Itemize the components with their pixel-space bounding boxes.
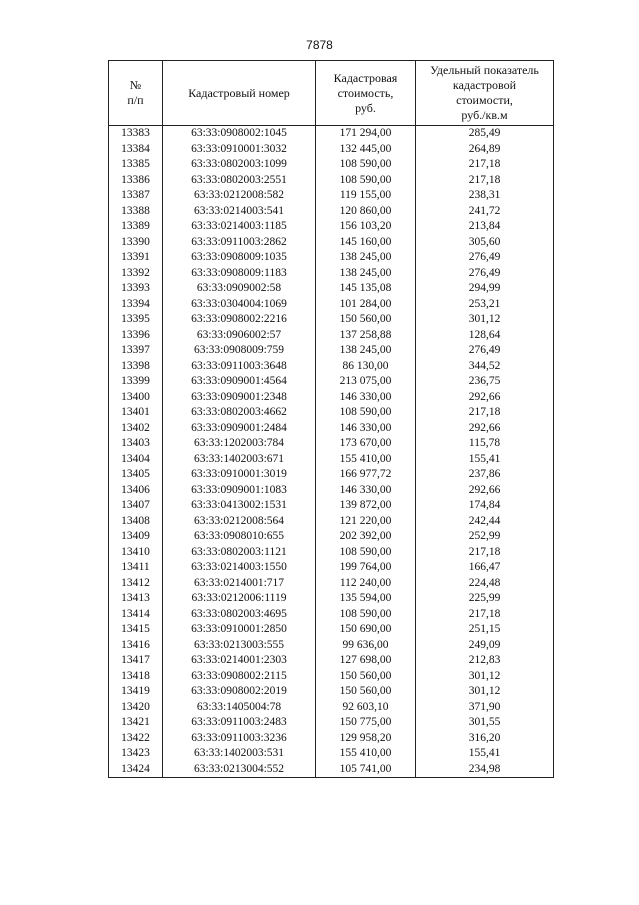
specific-value-cell: 155,41 [416, 452, 554, 468]
table-row [109, 343, 554, 359]
row-number-cell: 13393 [109, 281, 163, 297]
cadastral-value-cell: 105 741,00 [316, 762, 416, 778]
row-number-cell: 13401 [109, 405, 163, 421]
header-cadastral-number [163, 61, 316, 126]
specific-value-cell: 301,12 [416, 684, 554, 700]
table-row [109, 250, 554, 266]
row-number-cell: 13387 [109, 188, 163, 204]
cadastral-number-cell: 63:33:0214003:541 [163, 204, 316, 220]
specific-value-cell: 217,18 [416, 173, 554, 189]
specific-value-cell: 217,18 [416, 607, 554, 623]
table-row [109, 359, 554, 375]
table-row [109, 452, 554, 468]
table-row [109, 390, 554, 406]
cadastral-number-cell: 63:33:0802003:1121 [163, 545, 316, 561]
table-row [109, 421, 554, 437]
header-value-line3: руб. [355, 100, 376, 115]
specific-value-cell: 238,31 [416, 188, 554, 204]
table-row [109, 669, 554, 685]
cadastral-number-cell: 63:33:0908002:1045 [163, 126, 316, 142]
cadastral-number-cell: 63:33:0214001:717 [163, 576, 316, 592]
row-number-cell: 13388 [109, 204, 163, 220]
row-number-cell: 13385 [109, 157, 163, 173]
cadastral-value-cell: 108 590,00 [316, 607, 416, 623]
cadastral-value-cell: 108 590,00 [316, 173, 416, 189]
specific-value-cell: 234,98 [416, 762, 554, 778]
cadastral-value-cell: 213 075,00 [316, 374, 416, 390]
cadastral-number-cell: 63:33:1202003:784 [163, 436, 316, 452]
cadastral-number-cell: 63:33:0908002:2115 [163, 669, 316, 685]
specific-value-cell: 155,41 [416, 746, 554, 762]
specific-value-cell: 316,20 [416, 731, 554, 747]
row-number-cell: 13389 [109, 219, 163, 235]
row-number-cell: 13407 [109, 498, 163, 514]
row-number-cell: 13412 [109, 576, 163, 592]
row-number-cell: 13399 [109, 374, 163, 390]
page-number: 7878 [306, 38, 333, 52]
specific-value-cell: 253,21 [416, 297, 554, 313]
specific-value-cell: 301,12 [416, 312, 554, 328]
specific-value-cell: 225,99 [416, 591, 554, 607]
table-row [109, 436, 554, 452]
cadastral-number-cell: 63:33:0908009:759 [163, 343, 316, 359]
header-specific-line4: руб./кв.м [461, 108, 508, 122]
row-number-cell: 13398 [109, 359, 163, 375]
cadastral-number-cell: 63:33:0910001:2850 [163, 622, 316, 638]
table-row [109, 173, 554, 189]
cadastral-value-cell: 120 860,00 [316, 204, 416, 220]
table-body [109, 126, 554, 778]
row-number-cell: 13404 [109, 452, 163, 468]
cadastral-number-cell: 63:33:0910001:3019 [163, 467, 316, 483]
cadastral-number-cell: 63:33:0802003:4695 [163, 607, 316, 623]
specific-value-cell: 276,49 [416, 266, 554, 282]
cadastral-value-cell: 108 590,00 [316, 545, 416, 561]
cadastral-number-cell: 63:33:0802003:2551 [163, 173, 316, 189]
cadastral-value-cell: 146 330,00 [316, 483, 416, 499]
cadastral-value-cell: 132 445,00 [316, 142, 416, 158]
row-number-cell: 13405 [109, 467, 163, 483]
header-specific-line2: кадастровой [452, 78, 517, 92]
specific-value-cell: 301,12 [416, 669, 554, 685]
row-number-cell: 13396 [109, 328, 163, 344]
specific-value-cell: 224,48 [416, 576, 554, 592]
cadastral-value-cell: 155 410,00 [316, 452, 416, 468]
row-number-cell: 13406 [109, 483, 163, 499]
row-number-cell: 13419 [109, 684, 163, 700]
row-number-cell: 13409 [109, 529, 163, 545]
cadastral-value-cell: 99 636,00 [316, 638, 416, 654]
cadastral-number-cell: 63:33:0910001:3032 [163, 142, 316, 158]
cadastral-value-cell: 173 670,00 [316, 436, 416, 452]
cadastral-number-cell: 63:33:0908009:1183 [163, 266, 316, 282]
row-number-cell: 13421 [109, 715, 163, 731]
table-row [109, 219, 554, 235]
specific-value-cell: 212,83 [416, 653, 554, 669]
header-specific-line3: стоимости, [456, 93, 513, 107]
table-row [109, 715, 554, 731]
table-row [109, 514, 554, 530]
cadastral-value-cell: 138 245,00 [316, 343, 416, 359]
cadastral-value-cell: 127 698,00 [316, 653, 416, 669]
table-row [109, 142, 554, 158]
table-row [109, 405, 554, 421]
cadastral-value-cell: 166 977,72 [316, 467, 416, 483]
header-num-line1: № [129, 78, 142, 92]
cadastral-value-cell: 146 330,00 [316, 390, 416, 406]
cadastral-number-cell: 63:33:0212008:582 [163, 188, 316, 204]
row-number-cell: 13418 [109, 669, 163, 685]
cadastral-number-cell: 63:33:0909001:2348 [163, 390, 316, 406]
cadastral-value-cell: 202 392,00 [316, 529, 416, 545]
cadastral-number-cell: 63:33:0213003:555 [163, 638, 316, 654]
cadastral-value-cell: 112 240,00 [316, 576, 416, 592]
cadastral-number-cell: 63:33:0911003:3236 [163, 731, 316, 747]
table-row [109, 328, 554, 344]
cadastral-number-cell: 63:33:0911003:2862 [163, 235, 316, 251]
table-row [109, 607, 554, 623]
table-row [109, 157, 554, 173]
row-number-cell: 13384 [109, 142, 163, 158]
row-number-cell: 13416 [109, 638, 163, 654]
cadastral-value-cell: 129 958,20 [316, 731, 416, 747]
cadastral-value-cell: 156 103,20 [316, 219, 416, 235]
row-number-cell: 13403 [109, 436, 163, 452]
table-row [109, 700, 554, 716]
row-number-cell: 13391 [109, 250, 163, 266]
header-row-number [109, 61, 163, 126]
specific-value-cell: 252,99 [416, 529, 554, 545]
cadastral-value-cell: 145 135,08 [316, 281, 416, 297]
specific-value-cell: 237,86 [416, 467, 554, 483]
cadastral-value-cell: 150 560,00 [316, 312, 416, 328]
header-value-line2: стоимость, [337, 85, 394, 100]
cadastral-value-cell: 101 284,00 [316, 297, 416, 313]
cadastral-value-cell: 138 245,00 [316, 266, 416, 282]
cadastral-value-table [108, 60, 554, 778]
specific-value-cell: 166,47 [416, 560, 554, 576]
row-number-cell: 13410 [109, 545, 163, 561]
table-row [109, 762, 554, 778]
specific-value-cell: 217,18 [416, 405, 554, 421]
table-row [109, 560, 554, 576]
header-specific-line1: Удельный показатель [430, 63, 539, 77]
cadastral-number-cell: 63:33:0911003:3648 [163, 359, 316, 375]
table-row [109, 545, 554, 561]
header-specific-value [416, 61, 554, 126]
table-row [109, 746, 554, 762]
table-row [109, 297, 554, 313]
cadastral-number-cell: 63:33:0214003:1550 [163, 560, 316, 576]
cadastral-value-cell: 150 690,00 [316, 622, 416, 638]
cadastral-value-cell: 145 160,00 [316, 235, 416, 251]
specific-value-cell: 249,09 [416, 638, 554, 654]
row-number-cell: 13411 [109, 560, 163, 576]
cadastral-value-cell: 135 594,00 [316, 591, 416, 607]
table-row [109, 731, 554, 747]
cadastral-number-cell: 63:33:0909001:1083 [163, 483, 316, 499]
specific-value-cell: 344,52 [416, 359, 554, 375]
cadastral-value-cell: 155 410,00 [316, 746, 416, 762]
specific-value-cell: 264,89 [416, 142, 554, 158]
cadastral-value-cell: 199 764,00 [316, 560, 416, 576]
cadastral-number-cell: 63:33:1405004:78 [163, 700, 316, 716]
cadastral-number-cell: 63:33:0908009:1035 [163, 250, 316, 266]
cadastral-value-cell: 139 872,00 [316, 498, 416, 514]
cadastral-value-cell: 171 294,00 [316, 126, 416, 142]
row-number-cell: 13424 [109, 762, 163, 778]
cadastral-value-cell: 92 603,10 [316, 700, 416, 716]
table-row [109, 126, 554, 142]
cadastral-value-cell: 146 330,00 [316, 421, 416, 437]
row-number-cell: 13392 [109, 266, 163, 282]
specific-value-cell: 285,49 [416, 126, 554, 142]
cadastral-number-cell: 63:33:0214001:2303 [163, 653, 316, 669]
header-num-line2: п/п [127, 93, 144, 107]
cadastral-number-cell: 63:33:0911003:2483 [163, 715, 316, 731]
table-header-row [109, 61, 554, 126]
specific-value-cell: 236,75 [416, 374, 554, 390]
specific-value-cell: 294,99 [416, 281, 554, 297]
row-number-cell: 13413 [109, 591, 163, 607]
cadastral-number-cell: 63:33:0908002:2019 [163, 684, 316, 700]
cadastral-value-cell: 119 155,00 [316, 188, 416, 204]
specific-value-cell: 213,84 [416, 219, 554, 235]
cadastral-number-cell: 63:33:0214003:1185 [163, 219, 316, 235]
table-row [109, 638, 554, 654]
cadastral-number-cell: 63:33:0413002:1531 [163, 498, 316, 514]
table-row [109, 653, 554, 669]
specific-value-cell: 301,55 [416, 715, 554, 731]
cadastral-value-cell: 86 130,00 [316, 359, 416, 375]
cadastral-number-cell: 63:33:0908010:655 [163, 529, 316, 545]
specific-value-cell: 217,18 [416, 545, 554, 561]
specific-value-cell: 292,66 [416, 390, 554, 406]
table-row [109, 483, 554, 499]
table-row [109, 529, 554, 545]
row-number-cell: 13423 [109, 746, 163, 762]
row-number-cell: 13394 [109, 297, 163, 313]
cadastral-number-cell: 63:33:0212008:564 [163, 514, 316, 530]
cadastral-number-cell: 63:33:0909001:2484 [163, 421, 316, 437]
row-number-cell: 13390 [109, 235, 163, 251]
cadastral-value-cell: 150 560,00 [316, 684, 416, 700]
cadastral-number-cell: 63:33:0802003:1099 [163, 157, 316, 173]
table-row [109, 498, 554, 514]
cadastral-value-cell: 138 245,00 [316, 250, 416, 266]
specific-value-cell: 242,44 [416, 514, 554, 530]
table-row [109, 312, 554, 328]
specific-value-cell: 292,66 [416, 421, 554, 437]
table-row [109, 591, 554, 607]
row-number-cell: 13408 [109, 514, 163, 530]
table-row [109, 374, 554, 390]
row-number-cell: 13400 [109, 390, 163, 406]
row-number-cell: 13417 [109, 653, 163, 669]
table-row [109, 266, 554, 282]
cadastral-number-cell: 63:33:1402003:671 [163, 452, 316, 468]
table-row [109, 235, 554, 251]
cadastral-value-cell: 150 775,00 [316, 715, 416, 731]
row-number-cell: 13420 [109, 700, 163, 716]
table-row [109, 684, 554, 700]
table-row [109, 281, 554, 297]
specific-value-cell: 174,84 [416, 498, 554, 514]
table-row [109, 467, 554, 483]
header-value-line1: Кадастровая [333, 70, 398, 85]
cadastral-number-cell: 63:33:0304004:1069 [163, 297, 316, 313]
cadastral-number-cell: 63:33:0909001:4564 [163, 374, 316, 390]
cadastral-number-cell: 63:33:0213004:552 [163, 762, 316, 778]
cadastral-number-cell: 63:33:0909002:58 [163, 281, 316, 297]
row-number-cell: 13397 [109, 343, 163, 359]
row-number-cell: 13414 [109, 607, 163, 623]
specific-value-cell: 241,72 [416, 204, 554, 220]
specific-value-cell: 305,60 [416, 235, 554, 251]
specific-value-cell: 251,15 [416, 622, 554, 638]
specific-value-cell: 371,90 [416, 700, 554, 716]
row-number-cell: 13383 [109, 126, 163, 142]
cadastral-value-cell: 108 590,00 [316, 405, 416, 421]
cadastral-value-cell: 137 258,88 [316, 328, 416, 344]
row-number-cell: 13402 [109, 421, 163, 437]
header-cadastral-value [316, 61, 416, 126]
row-number-cell: 13386 [109, 173, 163, 189]
table-row [109, 204, 554, 220]
cadastral-number-cell: 63:33:0908002:2216 [163, 312, 316, 328]
cadastral-value-cell: 121 220,00 [316, 514, 416, 530]
table-row [109, 576, 554, 592]
table-row [109, 188, 554, 204]
row-number-cell: 13395 [109, 312, 163, 328]
specific-value-cell: 292,66 [416, 483, 554, 499]
specific-value-cell: 276,49 [416, 343, 554, 359]
cadastral-number-cell: 63:33:0906002:57 [163, 328, 316, 344]
specific-value-cell: 276,49 [416, 250, 554, 266]
header-cadastral-number-text: Кадастровый номер [188, 85, 290, 100]
cadastral-value-cell: 150 560,00 [316, 669, 416, 685]
specific-value-cell: 128,64 [416, 328, 554, 344]
row-number-cell: 13422 [109, 731, 163, 747]
row-number-cell: 13415 [109, 622, 163, 638]
specific-value-cell: 217,18 [416, 157, 554, 173]
cadastral-number-cell: 63:33:1402003:531 [163, 746, 316, 762]
table-row [109, 622, 554, 638]
cadastral-number-cell: 63:33:0802003:4662 [163, 405, 316, 421]
specific-value-cell: 115,78 [416, 436, 554, 452]
cadastral-number-cell: 63:33:0212006:1119 [163, 591, 316, 607]
cadastral-value-cell: 108 590,00 [316, 157, 416, 173]
